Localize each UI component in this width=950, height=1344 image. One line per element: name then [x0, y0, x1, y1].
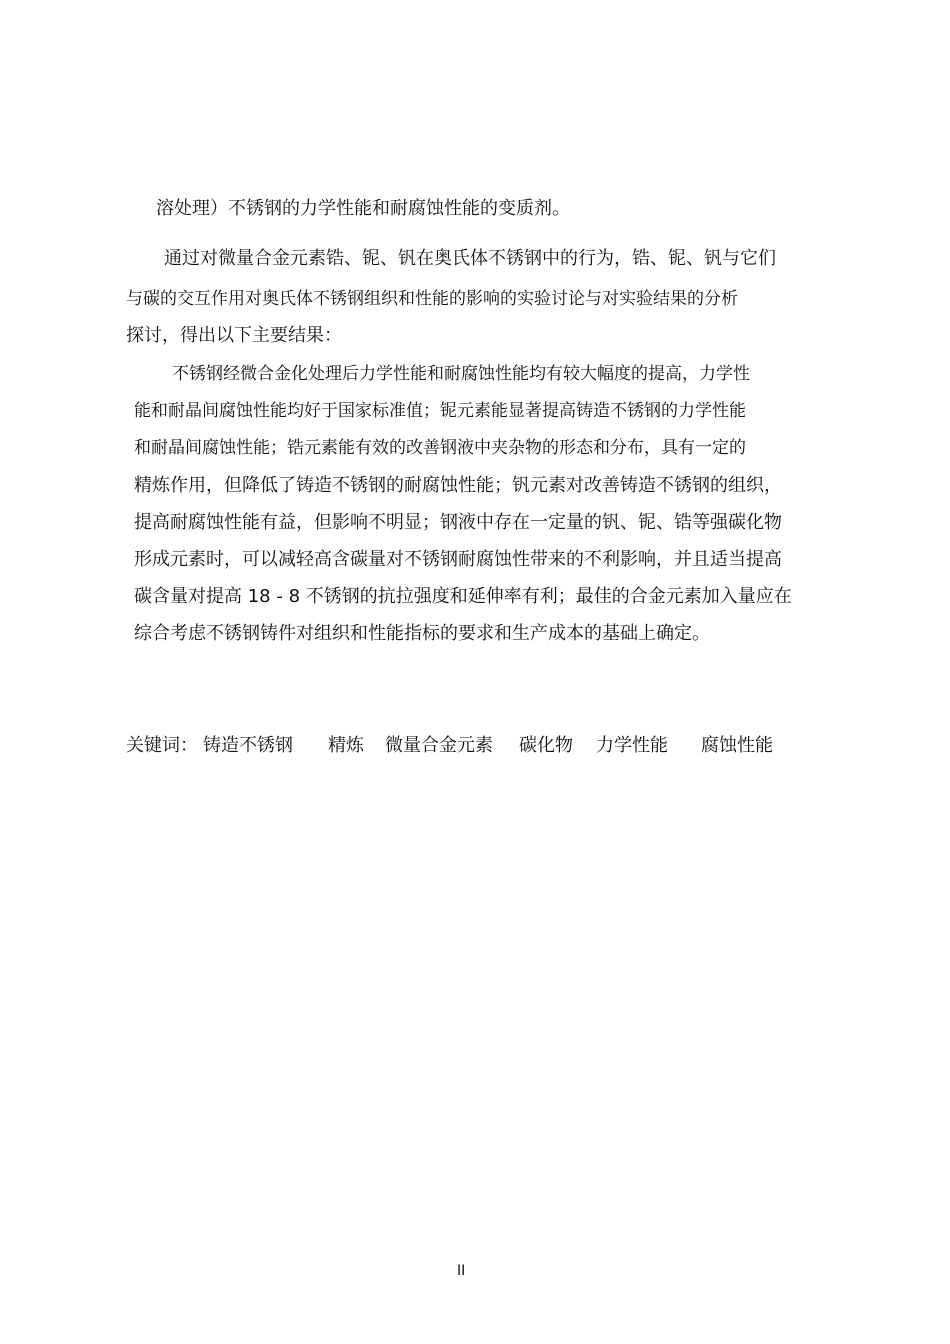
- keyword-item: 力学性能: [596, 735, 668, 756]
- text-line-10: 形成元素时，可以减轻高含碳量对不锈钢耐腐蚀性带来的不利影响，并且适当提高: [134, 549, 782, 570]
- text-line-8: 精炼作用，但降低了铸造不锈钢的耐腐蚀性能；钒元素对改善铸造不锈钢的组织，: [134, 475, 782, 496]
- keyword-item: 精炼: [328, 735, 364, 756]
- text-line-6: 能和耐晶间腐蚀性能均好于国家标准值；铌元素能显著提高铸造不锈钢的力学性能: [134, 401, 746, 421]
- keywords-label: 关键词：: [126, 735, 198, 756]
- text-line-3: 与碳的交互作用对奥氏体不锈钢组织和性能的影响的实验讨论与对实验结果的分析: [126, 289, 738, 309]
- text-line-1: 溶处理）不锈钢的力学性能和耐腐蚀性能的变质剂。: [156, 198, 570, 219]
- text-line-2: 通过对微量合金元素锆、铌、钒在奥氏体不锈钢中的行为，锆、铌、钒与它们: [164, 248, 776, 269]
- keyword-item: 铸造不锈钢: [203, 735, 293, 756]
- keyword-item: 碳化物: [519, 735, 573, 756]
- keyword-item: 腐蚀性能: [701, 735, 773, 756]
- keyword-item: 微量合金元素: [385, 735, 493, 756]
- page-number: II: [457, 1263, 466, 1279]
- text-line-11: 碳含量对提高 18 - 8 不锈钢的抗拉强度和延伸率有利；最佳的合金元素加入量应在: [134, 586, 792, 607]
- text-line-12: 综合考虑不锈钢铸件对组织和性能指标的要求和生产成本的基础上确定。: [134, 623, 710, 644]
- text-line-4: 探讨，得出以下主要结果：: [126, 325, 342, 346]
- text-line-7: 和耐晶间腐蚀性能；锆元素能有效的改善钢液中夹杂物的形态和分布，具有一定的: [134, 438, 746, 458]
- text-line-5: 不锈钢经微合金化处理后力学性能和耐腐蚀性能均有较大幅度的提高，力学性: [172, 364, 750, 384]
- text-line-9: 提高耐腐蚀性能有益，但影响不明显；钢液中存在一定量的钒、铌、锆等强碳化物: [134, 512, 782, 533]
